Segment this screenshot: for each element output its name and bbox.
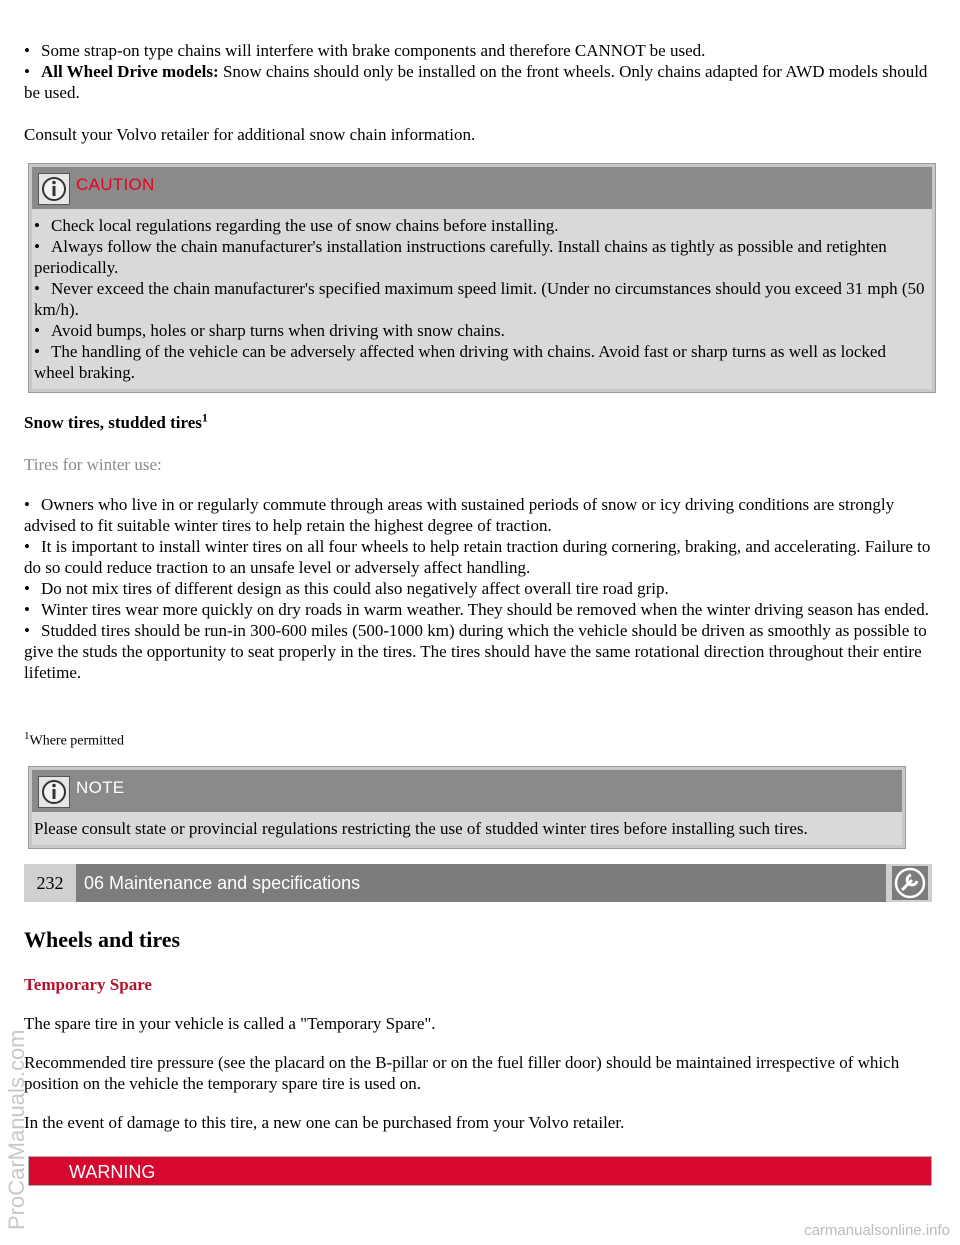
list-item: • It is important to install winter tires on all four wheels to help retain traction during cornering, braking, and accelerating. Failure to do so could reduce traction to an unsafe level or adversely affect handling. bbox=[24, 537, 931, 577]
wheels-heading: Wheels and tires bbox=[24, 927, 181, 952]
list-item: • Never exceed the chain manufacturer's specified maximum speed limit. (Under no circumstances should you exceed 31 mph (50 km/h). bbox=[34, 279, 925, 319]
wheels-section bbox=[24, 926, 936, 1133]
list-item: • Winter tires wear more quickly on dry roads in warm weather. They should be removed when the winter driving season has ended. bbox=[24, 600, 929, 619]
caution-header bbox=[32, 167, 932, 209]
list-item: • Avoid bumps, holes or sharp turns when driving with snow chains. bbox=[34, 321, 505, 340]
consult-text: Consult your Volvo retailer for additional snow chain information. bbox=[24, 125, 476, 144]
awd-label: All Wheel Drive models: bbox=[41, 62, 219, 81]
temporary-spare-heading: Temporary Spare bbox=[24, 975, 152, 994]
footnote: $^1$Where permitted bbox=[24, 730, 124, 749]
paragraph: In the event of damage to this tire, a new one can be purchased from your Volvo retailer. bbox=[24, 1113, 625, 1132]
note-header bbox=[32, 770, 902, 812]
warning-bar bbox=[28, 1156, 932, 1186]
chain-notes-list bbox=[24, 40, 936, 103]
list-item: • Do not mix tires of different design as this could also negatively affect overall tire road grip. bbox=[24, 579, 669, 598]
caution-list bbox=[34, 215, 930, 383]
watermark-left-text: ProCarManuals.com bbox=[4, 1029, 29, 1230]
list-item: • The handling of the vehicle can be adversely affected when driving with chains. Avoid fast or sharp turns as well as locked wheel braking. bbox=[34, 342, 886, 382]
note-label: NOTE bbox=[76, 778, 125, 797]
paragraph: Recommended tire pressure (see the placard on the B-pillar or on the fuel filler door) should be maintained irrespective of which position on the vehicle the temporary spare tire is used on. bbox=[24, 1053, 900, 1093]
snow-tires-heading: Snow tires, studded tires$^1$ bbox=[24, 410, 208, 432]
info-icon bbox=[38, 776, 70, 808]
list-item: • All Wheel Drive models: Snow chains should only be installed on the front wheels. Only chains adapted for AWD models should be used. bbox=[24, 62, 928, 102]
page-number: 232 bbox=[28, 868, 72, 902]
caution-body bbox=[32, 209, 932, 389]
footnote-ref: 1 bbox=[201, 410, 208, 425]
wrench-icon bbox=[892, 866, 928, 900]
paragraph: The spare tire in your vehicle is called a "Temporary Spare". bbox=[24, 1014, 436, 1033]
chapter-title: 06 Maintenance and specifications bbox=[76, 864, 886, 902]
info-icon bbox=[38, 173, 70, 205]
warning-label: WARNING bbox=[69, 1162, 156, 1182]
caution-box bbox=[28, 163, 936, 393]
list-item: • Always follow the chain manufacturer's installation instructions carefully. Install chains as tightly as possible and retighten periodically. bbox=[34, 237, 887, 277]
snow-tires-subheading: Tires for winter use: bbox=[24, 455, 162, 474]
list-item: • Check local regulations regarding the use of snow chains before installing. bbox=[34, 216, 559, 235]
note-body: Please consult state or provincial regulations restricting the use of studded winter tires before installing such tires. bbox=[32, 812, 902, 845]
chapter-bar bbox=[24, 864, 932, 902]
list-item: • Studded tires should be run-in 300-600 miles (500-1000 km) during which the vehicle should be driven as smoothly as possible to give the studs the opportunity to seat properly in the tires. The tires should have the same rotational direction throughout their entire lifetime. bbox=[24, 621, 927, 682]
list-item: • Some strap-on type chains will interfere with brake components and therefore CANNOT be used. bbox=[24, 41, 706, 60]
note-box bbox=[28, 766, 906, 849]
caution-label: CAUTION bbox=[76, 175, 155, 194]
watermark-bottom: carmanualsonline.info bbox=[804, 1222, 950, 1239]
watermark-left bbox=[2, 800, 32, 1240]
list-item: • Owners who live in or regularly commute through areas with sustained periods of snow or icy driving conditions are strongly advised to fit suitable winter tires to help retain the highest degree of traction. bbox=[24, 495, 895, 535]
winter-tires-list bbox=[24, 494, 936, 683]
